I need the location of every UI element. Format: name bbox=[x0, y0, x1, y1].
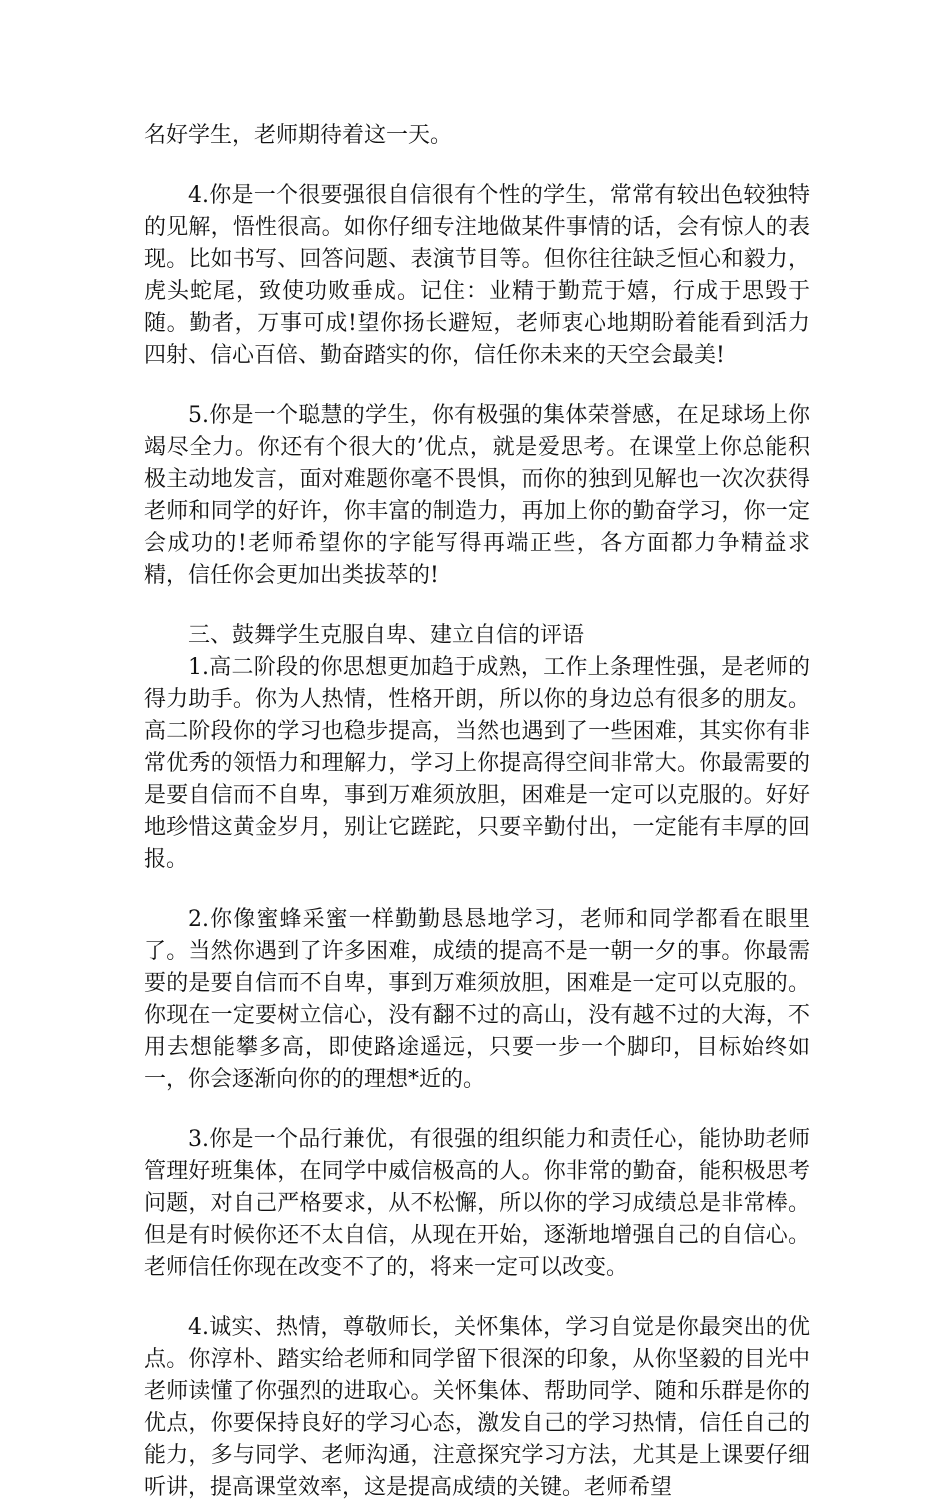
paragraph-comment-4b: 4.诚实、热情，尊敬师长，关怀集体，学习自觉是你最突出的优点。你淳朴、踏实给老师和同学留下很深的印象，从你坚毅的目光中老师读懂了你强烈的进取心。关怀集体、帮助同学、随和乐群是你的优点，你要保持良好的学习心态，激发自己的学习热情，信任自己的能力，多与同学、老师沟通，注意探究学习方法，尤其是上课要仔细听讲，提高课堂效率，这是提高成绩的关键。老师希望 bbox=[144, 1315, 810, 1500]
document-page bbox=[144, 120, 810, 1504]
paragraph-continuation: 名好学生，老师期待着这一天。 bbox=[144, 123, 453, 148]
paragraph-comment-4: 4.你是一个很要强很自信很有个性的学生，常常有较出色较独特的见解，悟性很高。如你仔细专注地做某件事情的话，会有惊人的表现。比如书写、回答问题、表演节目等。但你往往缺乏恒心和毅力，虎头蛇尾，致使功败垂成。记住：业精于勤荒于嬉，行成于思毁于随。勤者，万事可成!望你扬长避短，老师衷心地期盼着能看到活力四射、信心百倍、勤奋踏实的你，信任你未来的天空会最美! bbox=[144, 183, 810, 368]
paragraph-comment-1: 1.高二阶段的你思想更加趋于成熟，工作上条理性强，是老师的得力助手。你为人热情，性格开朗，所以你的身边总有很多的朋友。高二阶段你的学习也稳步提高，当然也遇到了一些困难，其实你有非常优秀的领悟力和理解力，学习上你提高得空间非常大。你最需要的是要自信而不自卑，事到万难须放胆，困难是一定可以克服的。好好地珍惜这黄金岁月，别让它蹉跎，只要辛勤付出，一定能有丰厚的回报。 bbox=[144, 655, 810, 872]
paragraph-comment-3: 3.你是一个品行兼优，有很强的组织能力和责任心，能协助老师管理好班集体，在同学中威信极高的人。你非常的勤奋，能积极思考问题，对自己严格要求，从不松懈，所以你的学习成绩总是非常棒。但是有时候你还不太自信，从现在开始，逐渐地增强自己的自信心。老师信任你现在改变不了的，将来一定可以改变。 bbox=[144, 1127, 810, 1280]
section-heading: 三、鼓舞学生克服自卑、建立自信的评语 bbox=[188, 623, 585, 648]
paragraph-comment-2: 2.你像蜜蜂采蜜一样勤勤恳恳地学习，老师和同学都看在眼里了。当然你遇到了许多困难，成绩的提高不是一朝一夕的事。你最需要的是要自信而不自卑，事到万难须放胆，困难是一定可以克服的。你现在一定要树立信心，没有翻不过的高山，没有越不过的大海，不用去想能攀多高，即使路途遥远，只要一步一个脚印，目标始终如一，你会逐渐向你的的理想*近的。 bbox=[144, 907, 810, 1092]
paragraph-comment-5: 5.你是一个聪慧的学生，你有极强的集体荣誉感，在足球场上你竭尽全力。你还有个很大的’优点，就是爱思考。在课堂上你总能积极主动地发言，面对难题你毫不畏惧，而你的独到见解也一次次获得老师和同学的好许，你丰富的制造力，再加上你的勤奋学习，你一定会成功的!老师希望你的字能写得再端正些，各方面都力争精益求精，信任你会更加出类拔萃的! bbox=[144, 403, 810, 588]
